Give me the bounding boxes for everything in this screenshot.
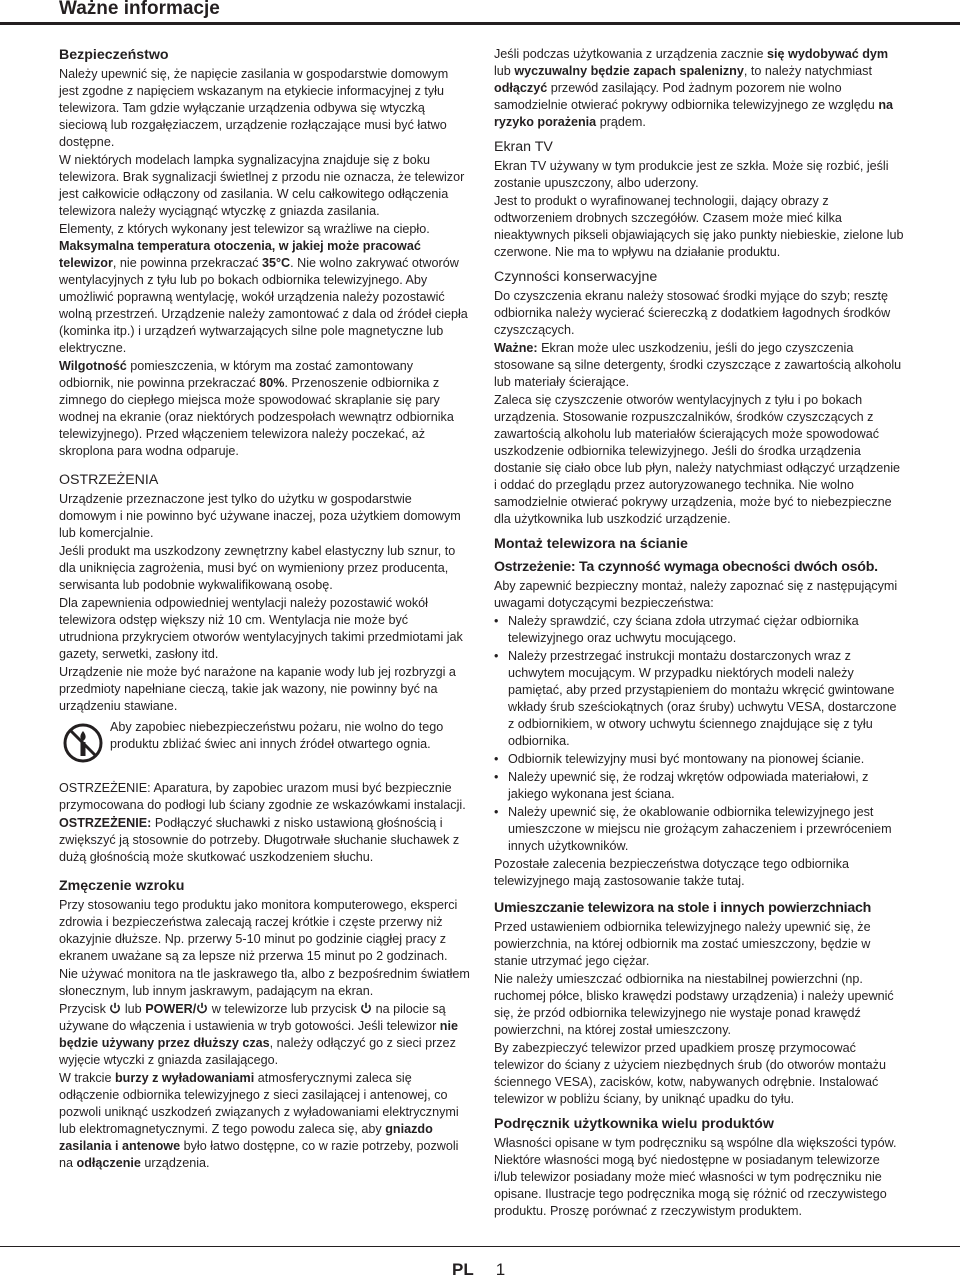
smoke-paragraph: Jeśli podczas użytkowania z urządzenia zacznie się wydobywać dym lub wyczuwalny będzie zapach spalenizny, to należy natychmiast odłączyć przewód zasilający. Pod żadnym pozorem nie wolno samodzielnie otwierać pokrywy odbiornika telewizyjnego ze względu na ryzyko porażenia prądem. <box>494 47 894 129</box>
table-paragraph-3: By zabezpieczyć telewizor przed upadkiem proszę przymocować telewizor do ściany z użyciem niezbędnych śrub (do otworów montażu ściennego VESA), zacisków, kotw, nabywanych odrębnie. Instalować telewizor w pobliżu ściany, by uniknąć upadku do tyłu. <box>494 1041 886 1106</box>
caution-paragraph-1: Urządzenie przeznaczone jest tylko do użytku w gospodarstwie domowym i nie powinno być używane inaczej, poza użytkiem domowym lub komercjalnie. <box>59 492 461 540</box>
right-column <box>494 46 906 1221</box>
screen-paragraph-1: Ekran TV używany w tym produkcie jest ze szkła. Może się rozbić, jeśli zostanie upuszczony, albo uderzony. <box>494 159 889 190</box>
table-paragraph-2: Nie należy umieszczać odbiornika na niestabilnej powierzchni (np. ruchomej półce, blisko krawędzi podstawy urządzenia) i należy upewnić się, że przód odbiornika telewizyjnego nie wystaje ponad krawędź powierzchni, na której został umieszczony. <box>494 972 894 1037</box>
page-number: 1 <box>495 1260 506 1279</box>
multi-product-paragraph: Własności opisane w tym podręczniku są wspólne dla większości typów. Niektóre własności mogą być niedostępne w posiadanym telewizorze i/lub telewizor posiadany może mieć własności w tym podręczniku nie opisane. Ilustracje tego podręcznika mogą się różnić od rzeczywistego produktu. Proszę porównać z rzeczywistym produktem. <box>494 1136 897 1218</box>
heading-eye-strain: Zmęczenie wzroku <box>59 878 185 894</box>
heading-multi-product: Podręcznik użytkownika wielu produktów <box>494 1116 774 1132</box>
safety-paragraph-1: Należy upewnić się, że napięcie zasilania w gospodarstwie domowym jest zgodne z napięciem wskazanym na etykiecie informacyjnej z tyłu telewizora. Tam gdzie wyłączanie urządzenia odbywa się wtyczką sieciową lub rozgałęziaczem, urządzenie rozłączające musi być łatwo dostępne. <box>59 67 449 149</box>
list-item: • Należy sprawdzić, czy ściana zdoła utrzymać ciężar odbiornika telewizyjnego oraz uchwytu mocującego. <box>494 613 906 647</box>
no-open-flame-icon <box>63 723 103 763</box>
wall-mount-intro: Aby zapewnić bezpieczny montaż, należy zapoznać się z następującymi uwagami dotyczącymi bezpieczeństwa: <box>494 579 898 610</box>
wall-mount-warning: Ostrzeżenie: Ta czynność wymaga obecności dwóch osób. <box>494 559 878 575</box>
heading-table-placement: Umieszczanie telewizora na stole i innych powierzchniach <box>494 900 872 916</box>
footer-rule <box>0 1246 960 1247</box>
heading-caution: OSTRZEŻENIA <box>59 472 159 488</box>
caution-paragraph-3: Dla zapewnienia odpowiedniej wentylacji należy pozostawić wokół telewizora odstęp większy niż 10 cm. Wentylacja nie może być utrudniona przykryciem otworów wentylacyjnych takimi przedmiotami jak gazety, serwetki, zasłony itd. <box>59 596 463 661</box>
list-item: • Należy upewnić się, że okablowanie odbiornika telewizyjnego jest umieszczone w miejscu nie grożącym zahaczeniem i przewróceniem innych użytkowników. <box>494 804 906 855</box>
power-icon <box>360 1002 372 1014</box>
eyes-paragraph-3: Przycisk lub POWER/ w telewizorze lub przycisk na pilocie są używane do włączenia i ustawienia w tryb gotowości. Jeśli telewizor nie będzie używany przez dłuższy czas, należy odłączyć go z sieci przez wyjęcie wtyczki z gniazda zasilającego. <box>59 1002 458 1067</box>
wall-mount-outro: Pozostałe zalecenia bezpieczeństwa dotyczące tego odbiornika telewizyjnego mają zastosowanie także tutaj. <box>494 857 849 888</box>
language-code: PL <box>452 1260 474 1279</box>
safety-paragraph-2: W niektórych modelach lampka sygnalizacyjna znajduje się z boku telewizora. Brak sygnalizacji świetlnej z przodu nie oznacza, że telewizor jest całkowicie odłączony od zasilania. W celu całkowitego odłączenia telewizora należy wyciągnąć wtyczkę z gniazda zasilania. <box>59 153 465 218</box>
heading-safety: Bezpieczeństwo <box>59 47 169 63</box>
maintenance-paragraph-3: Zaleca się czyszczenie otworów wentylacyjnych z tyłu i po bokach urządzenia. Stosowanie rozpuszczalników, środków czyszczących z zawartością alkoholu lub materiałów ścierających może spowodować uszkodzenie odbiornika telewizyjnego. Jeśli do środka urządzenia dostanie się ciało obce lub płyn, należy natychmiast odłączyć urządzenie i oddać do przeglądu przez autoryzowanego technika. Nie wolno samodzielnie otwierać pokrywy urządzenia, może być to niebezpieczne dla użytkownika lub uszkodzić urządzenie. <box>494 393 901 526</box>
candle-warning-text: Aby zapobiec niebezpieczeństwu pożaru, nie wolno do tego produktu zbliżać świec ani innych źródeł otwartego ognia. <box>110 720 444 751</box>
page-header <box>0 0 960 24</box>
list-item: • Odbiornik telewizyjny musi być montowany na pionowej ścianie. <box>494 751 906 768</box>
caution-paragraph-2: Jeśli produkt ma uszkodzony zewnętrzny kabel elastyczny lub sznur, to dla uniknięcia zagrożenia, musi być on wymieniony przez producenta, serwisanta lub podobnie wykwalifikowaną osobę. <box>59 544 456 592</box>
candle-warning <box>59 719 471 775</box>
safety-paragraph-3: Elementy, z których wykonany jest telewizor są wrażliwe na ciepło. Maksymalna temperatura otoczenia, w jakiej może pracować telewizor, nie powinna przekraczać 35°C. Nie wolno zakrywać otworów wentylacyjnych z tyłu lub po bokach odbiornika telewizyjnego. Aby umożliwić poprawną wentylację, wokół urządzenia należy pozostawić wolną przestrzeń. Urządzenie należy zamontować z dala od źródeł ciepła (kominka itp.) i urządzeń wytwarzających silne pole magnetyczne lub elektryczne. <box>59 222 468 355</box>
maintenance-paragraph-2: Ważne: Ekran może ulec uszkodzeniu, jeśli do jego czyszczenia stosowane są silne detergenty, środki czyszczące z zawartością alkoholu lub materiały ścierające. <box>494 341 902 389</box>
table-paragraph-1: Przed ustawieniem odbiornika telewizyjnego należy upewnić się, że powierzchnia, na której odbiornik ma zostać umieszczony, będzie w stanie utrzymać jego ciężar. <box>494 920 871 968</box>
warning-paragraph-1: OSTRZEŻENIE: Aparatura, by zapobiec urazom musi być bezpiecznie przymocowana do podłogi lub ściany zgodnie ze wskazówkami instalacji. <box>59 781 466 812</box>
page-footer <box>452 1260 505 1280</box>
screen-paragraph-2: Jest to produkt o wyrafinowanej technologii, dający obrazy z odtworzeniem drobnych szczegółów. Czasem może mieć kilka nieaktywnych pikseli objawiających się jako punkty niebieskie, zielone lub czerwone. Nie ma to wpływu na działanie produktu. <box>494 194 904 259</box>
heading-tv-screen: Ekran TV <box>494 139 553 155</box>
header-rule <box>0 22 960 25</box>
heading-wall-mount: Montaż telewizora na ścianie <box>494 536 688 552</box>
eyes-paragraph-4: W trakcie burzy z wyładowaniami atmosferycznymi zaleca się odłączenie odbiornika telewizyjnego z sieci zasilającej i antenowej, co pozwoli uniknąć uszkodzeń związanych z wyładowaniami elektrycznymi lub elektromagnetycznymi. Z tego powodu zaleca się, aby gniazdo zasilania i antenowe było łatwo dostępne, co w razie potrzeby, pozwoli na odłączenie urządzenia. <box>59 1071 459 1170</box>
maintenance-paragraph-1: Do czyszczenia ekranu należy stosować środki myjące do szyb; resztę odbiornika należy wycierać ściereczką z dodatkiem łagodnych środków czyszczących. <box>494 289 891 337</box>
wall-mount-list <box>494 613 906 855</box>
power-icon <box>109 1002 121 1014</box>
caution-paragraph-4: Urządzenie nie może być narażone na kapanie wody lub jej rozbryzgi a przedmioty napełniane cieczą, takie jak wazony, nie powinny być na urządzeniu stawiane. <box>59 665 456 713</box>
heading-maintenance: Czynności konserwacyjne <box>494 269 658 285</box>
list-item: • Należy przestrzegać instrukcji montażu dostarczonych wraz z uchwytem mocującym. W przypadku niektórych modeli należy pamiętać, aby przed przystąpieniem do montażu wkręcić gwintowane wkłady śrub sześciokątnych (oraz śruby) uchwytu VESA, dostarczone z odbiornikiem, w otwory uchwytu ściennego znajdujące się z tyłu odbiornika. <box>494 648 906 750</box>
page-title: Ważne informacje <box>59 0 220 19</box>
eyes-paragraph-2: Nie używać monitora na tle jaskrawego tła, albo z bezpośrednim światłem słonecznym, lub innym jaskrawym, padającym na ekran. <box>59 967 470 998</box>
safety-paragraph-4: Wilgotność pomieszczenia, w którym ma zostać zamontowany odbiornik, nie powinna przekraczać 80%. Przenoszenie odbiornika z zimnego do ciepłego miejsca może spowodować skraplanie się pary wodnej na ekranie (oraz niektórych podzespołach wewnątrz odbiornika telewizyjnego). Przed włączeniem telewizora należy poczekać, aż skroplona para wodna odparuje. <box>59 359 454 458</box>
power-icon <box>196 1002 208 1014</box>
warning-paragraph-2: OSTRZEŻENIE: Podłączyć słuchawki z nisko ustawioną głośnością i zwiększyć ją stosownie do potrzeby. Długotrwałe słuchanie słuchawek z dużą głośnością może skutkować uszkodzeniem słuchu. <box>59 816 460 864</box>
eyes-paragraph-1: Przy stosowaniu tego produktu jako monitora komputerowego, eksperci zdrowia i bezpieczeństwa zalecają raczej krótkie i częste przerwy niż okazyjnie dłuższe. Np. przerwy 5-10 minut po godzinie ciągłej pracy z ekranem uważane są za lepsze niż przerwa 15 minut po 2 godzinach. <box>59 898 458 963</box>
list-item: • Należy upewnić się, że rodzaj wkrętów odpowiada materiałowi, z jakiego wykonana jest ściana. <box>494 769 906 803</box>
left-column <box>59 46 471 1173</box>
